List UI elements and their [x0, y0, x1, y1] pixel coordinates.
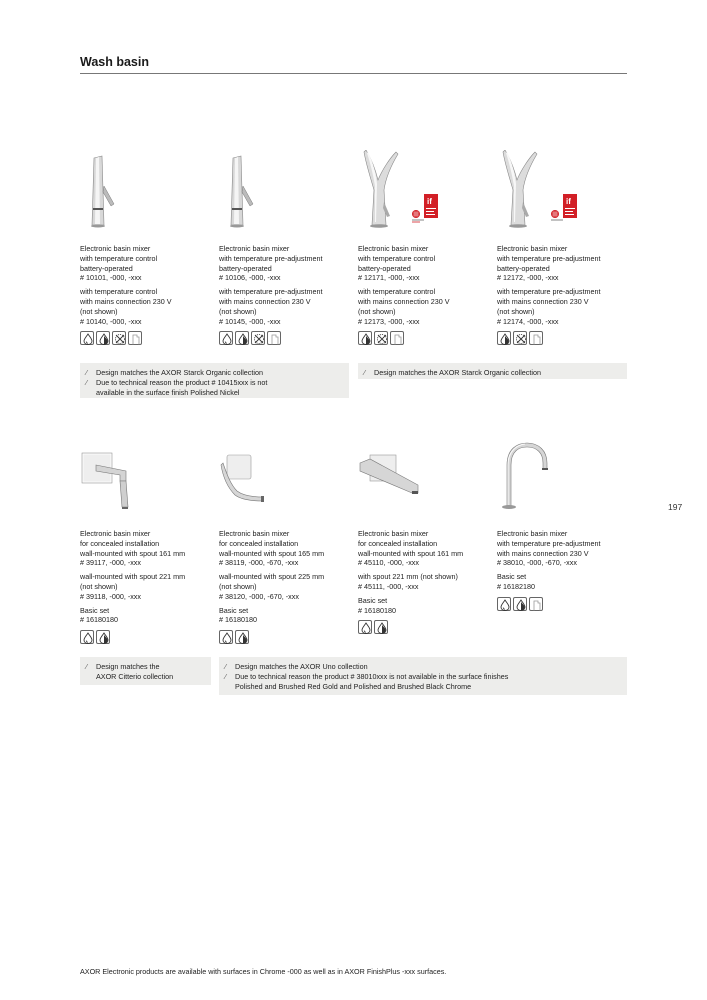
product-description [358, 244, 493, 326]
note-box [80, 363, 349, 398]
bullet-slash-icon: ⁄ [86, 368, 88, 377]
description-line: for concealed installation [80, 538, 160, 548]
description-line: wall-mounted with spout 161 mm [358, 548, 464, 558]
note-line: available in the surface finish Polished Nickel [96, 387, 240, 397]
faucet-image [219, 150, 354, 242]
description-line: # 38120, -000, -670, -xxx [219, 591, 299, 601]
faucet-image [80, 150, 215, 242]
product-description [219, 529, 354, 625]
bullet-slash-icon: ⁄ [86, 662, 88, 671]
tall-basin-icon [529, 597, 543, 611]
product-card [358, 435, 493, 634]
description-line: with mains connection 230 V [497, 548, 589, 558]
note-line: Due to technical reason the product # 38010xxx is not available in the surface finishes ⁄ [225, 671, 509, 681]
product-card [497, 435, 632, 611]
description-line: wall-mounted with spout 221 mm [80, 572, 186, 582]
description-line: Electronic basin mixer [497, 244, 568, 253]
faucet-image [497, 150, 632, 242]
description-line: battery-operated [497, 263, 550, 273]
bullet-slash-icon: ⁄ [364, 368, 366, 377]
page-number: 197 [668, 502, 683, 512]
description-line: # 10140, -000, -xxx [80, 316, 142, 326]
tall-basin-icon [390, 331, 404, 345]
description-line: Basic set [80, 605, 110, 615]
description-line: Electronic basin mixer [358, 244, 429, 253]
description-line: battery-operated [358, 263, 411, 273]
description-line: (not shown) [497, 306, 535, 316]
note-box [80, 657, 211, 685]
note-line: AXOR Citterio collection [96, 671, 174, 681]
temperature-drop-icon [96, 630, 110, 644]
description-line: with mains connection 230 V [219, 296, 311, 306]
product-description [80, 529, 215, 625]
feature-icons [219, 331, 354, 345]
temperature-drop-icon [497, 331, 511, 345]
description-line: # 16180180 [219, 615, 257, 625]
bullet-slash-icon: ⁄ [225, 662, 227, 671]
temperature-drop-icon [96, 331, 110, 345]
description-line: with temperature control [80, 253, 158, 263]
description-line: # 16182180 [497, 581, 535, 591]
description-line: (not shown) [219, 581, 257, 591]
description-line: (not shown) [358, 306, 396, 316]
tall-basin-icon [529, 331, 543, 345]
description-line: wall-mounted with spout 161 mm [80, 548, 186, 558]
tall-basin-icon [128, 331, 142, 345]
description-line: with mains connection 230 V [80, 296, 172, 306]
note-box [219, 657, 627, 695]
feature-icons [497, 597, 632, 611]
note-line: Design matches the ⁄ [86, 662, 160, 671]
description-line: (not shown) [219, 306, 257, 316]
description-line: wall-mounted with spout 165 mm [219, 548, 325, 558]
description-line: # 38010, -000, -670, -xxx [497, 558, 577, 568]
description-line: # 12173, -000, -xxx [358, 316, 420, 326]
description-line: Electronic basin mixer [497, 529, 568, 538]
description-line: # 39117, -000, -xxx [80, 558, 141, 568]
temperature-drop-icon [358, 331, 372, 345]
product-card [219, 150, 354, 345]
description-line: Basic set [358, 595, 388, 605]
faucet-image [358, 150, 493, 242]
product-description [219, 244, 354, 326]
tall-basin-icon [267, 331, 281, 345]
product-description [497, 529, 632, 592]
page-title: Wash basin [80, 55, 149, 69]
water-drop-icon [219, 331, 233, 345]
award-badge-icon [551, 210, 559, 218]
product-description [358, 529, 493, 615]
if-design-award-icon [424, 194, 438, 218]
description-line: Electronic basin mixer [80, 529, 151, 538]
description-line: with mains connection 230 V [497, 296, 589, 306]
description-line: Electronic basin mixer [219, 529, 290, 538]
bullet-slash-icon: ⁄ [225, 671, 227, 681]
description-line: (not shown) [80, 581, 118, 591]
temperature-drop-icon [513, 597, 527, 611]
description-line: with temperature pre-adjustment [497, 287, 601, 297]
description-line: Basic set [497, 572, 527, 582]
description-line: Electronic basin mixer [358, 529, 429, 538]
description-line: # 12172, -000, -xxx [497, 273, 559, 283]
product-card [80, 150, 215, 345]
description-line: # 12171, -000, -xxx [358, 273, 420, 283]
product-card [219, 435, 354, 644]
feature-icons [80, 331, 215, 345]
description-line: # 12174, -000, -xxx [497, 316, 559, 326]
description-line: with spout 221 mm (not shown) [358, 572, 458, 582]
description-line: Electronic basin mixer [80, 244, 151, 253]
description-line: # 39118, -000, -xxx [80, 591, 141, 601]
temperature-drop-icon [374, 620, 388, 634]
note-box [358, 363, 627, 379]
description-line: # 45111, -000, -xxx [358, 581, 419, 591]
temperature-drop-icon [235, 331, 249, 345]
description-line: battery-operated [219, 263, 272, 273]
description-line: Electronic basin mixer [219, 244, 290, 253]
description-line: # 16180180 [80, 615, 118, 625]
description-line: with temperature control [358, 253, 436, 263]
feature-icons [219, 630, 354, 644]
description-line: with temperature pre-adjustment [219, 253, 323, 263]
description-line: with temperature pre-adjustment [497, 253, 601, 263]
product-description [497, 244, 632, 326]
svg-text:if: if [427, 197, 432, 206]
no-hot-water-icon [251, 331, 265, 345]
description-line: with temperature pre-adjustment [219, 287, 323, 297]
description-line: wall-mounted with spout 225 mm [219, 572, 325, 582]
faucet-image [497, 435, 632, 527]
description-line: # 45110, -000, -xxx [358, 558, 419, 568]
no-hot-water-icon [513, 331, 527, 345]
product-card [358, 150, 493, 345]
product-card [497, 150, 632, 345]
note-line: Due to technical reason the product # 10415xxx is not ⁄ [86, 377, 268, 387]
product-card [80, 435, 215, 644]
description-line: # 10106, -000, -xxx [219, 273, 281, 283]
description-line: for concealed installation [219, 538, 299, 548]
feature-icons [358, 331, 493, 345]
description-line: # 38119, -000, -670, -xxx [219, 558, 299, 568]
no-hot-water-icon [112, 331, 126, 345]
water-drop-icon [497, 597, 511, 611]
description-line: (not shown) [80, 306, 118, 316]
description-line: with mains connection 230 V [358, 296, 450, 306]
description-line: Basic set [219, 605, 249, 615]
water-drop-icon [80, 630, 94, 644]
feature-icons [497, 331, 632, 345]
product-description [80, 244, 215, 326]
bullet-slash-icon: ⁄ [86, 377, 88, 387]
description-line: with temperature control [358, 287, 436, 297]
feature-icons [80, 630, 215, 644]
note-line: Design matches the AXOR Starck Organic collection ⁄ [86, 368, 263, 377]
title-divider [80, 73, 627, 74]
description-line: # 10145, -000, -xxx [219, 316, 281, 326]
water-drop-icon [219, 630, 233, 644]
description-line: with temperature control [80, 287, 158, 297]
faucet-image [219, 435, 354, 527]
note-line: Design matches the AXOR Uno collection ⁄ [225, 662, 368, 671]
description-line: # 10101, -000, -xxx [80, 273, 142, 283]
water-drop-icon [358, 620, 372, 634]
note-line: Design matches the AXOR Starck Organic collection ⁄ [364, 368, 541, 377]
feature-icons [358, 620, 493, 634]
water-drop-icon [80, 331, 94, 345]
footer-note: AXOR Electronic products are available with surfaces in Chrome -000 as well as in AXOR FinishPlus -xxx surfaces. [80, 967, 447, 976]
description-line: battery-operated [80, 263, 133, 273]
note-line: Polished and Brushed Red Gold and Polished and Brushed Black Chrome [235, 681, 472, 691]
if-design-award-icon [563, 194, 577, 218]
faucet-image [358, 435, 493, 527]
faucet-image [80, 435, 215, 527]
svg-text:if: if [566, 197, 571, 206]
description-line: # 16180180 [358, 605, 396, 615]
no-hot-water-icon [374, 331, 388, 345]
temperature-drop-icon [235, 630, 249, 644]
description-line: for concealed installation [358, 538, 438, 548]
description-line: with temperature pre-adjustment [497, 538, 601, 548]
